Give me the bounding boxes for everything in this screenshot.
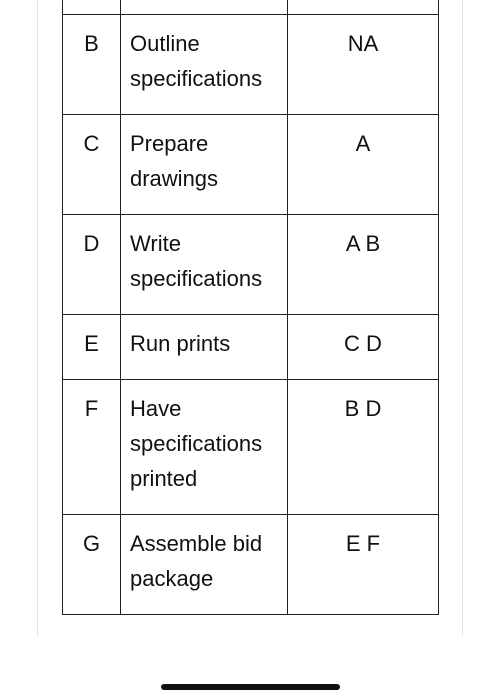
description-cell: Have specifications printed — [121, 380, 288, 515]
predecessor-cell: A B — [288, 215, 439, 315]
predecessor-cell: E F — [288, 515, 439, 615]
predecessor-cell — [288, 0, 439, 15]
activity-cell: G — [63, 515, 121, 615]
table-row — [63, 380, 439, 515]
table-row — [63, 15, 439, 115]
description-cell: Outline specifications — [121, 15, 288, 115]
table-row — [63, 115, 439, 215]
predecessor-cell: B D — [288, 380, 439, 515]
description-cell: Prepare drawings — [121, 115, 288, 215]
activity-cell: F — [63, 380, 121, 515]
home-indicator[interactable] — [161, 684, 340, 690]
description-cell: Assemble bid package — [121, 515, 288, 615]
activity-cell: D — [63, 215, 121, 315]
table-row — [63, 315, 439, 380]
activity-cell: B — [63, 15, 121, 115]
table-row — [63, 515, 439, 615]
table-row — [63, 215, 439, 315]
activity-cell: C — [63, 115, 121, 215]
description-cell: Run prints — [121, 315, 288, 380]
activity-cell: E — [63, 315, 121, 380]
description-cell: Write specifications — [121, 215, 288, 315]
table-row-partial — [63, 0, 439, 15]
predecessor-cell: C D — [288, 315, 439, 380]
description-cell — [121, 0, 288, 15]
activity-cell — [63, 0, 121, 15]
activity-table — [62, 0, 439, 615]
predecessor-cell: NA — [288, 15, 439, 115]
predecessor-cell: A — [288, 115, 439, 215]
